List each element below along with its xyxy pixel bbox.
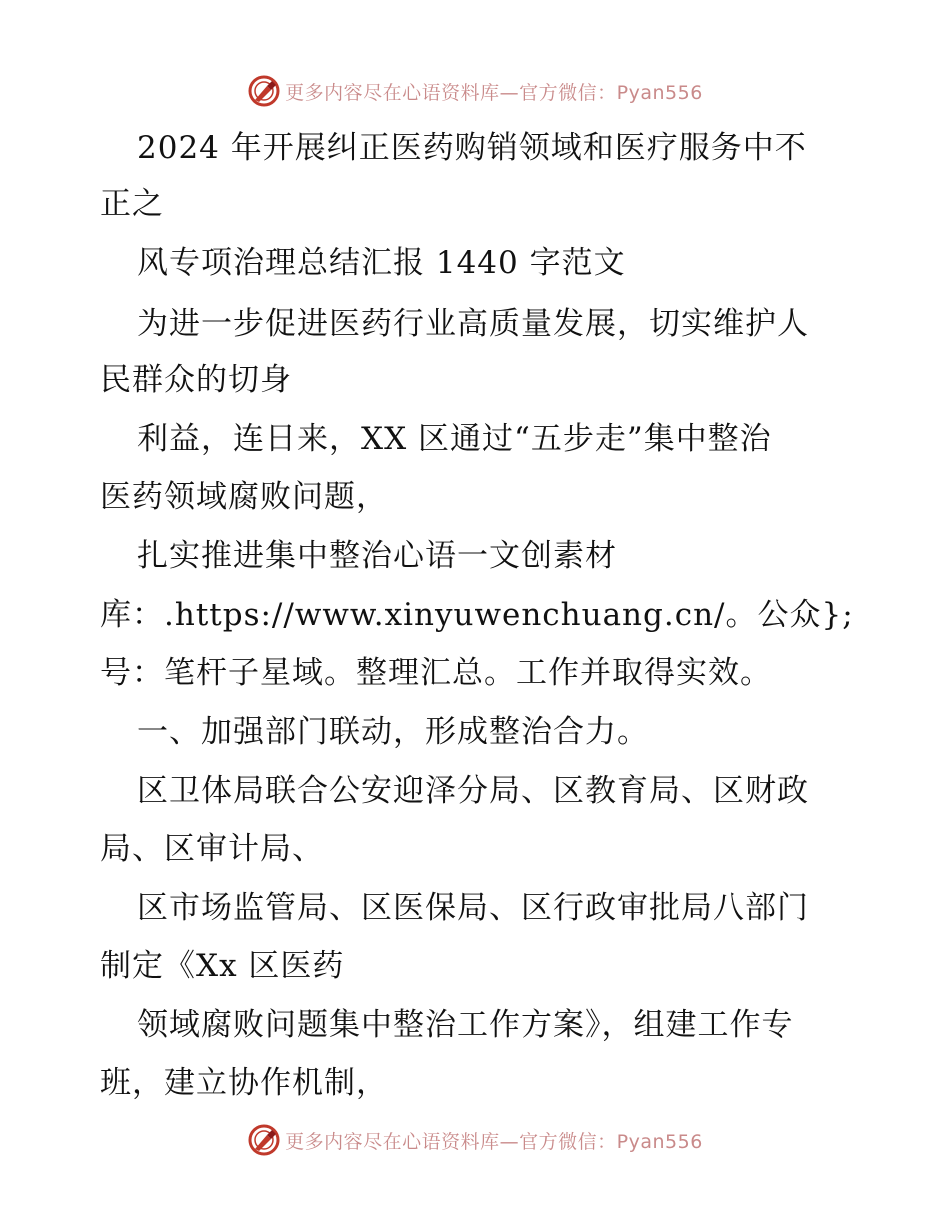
- text-line: 号：笔杆子星域。整理汇总。工作并取得实效。: [100, 655, 772, 691]
- watermark-main-text: 更多内容尽在心语资料库: [285, 1130, 500, 1153]
- watermark-main-text: 更多内容尽在心语资料库: [285, 81, 500, 104]
- watermark-wechat-id: 官方微信：Pyan556: [519, 81, 703, 104]
- watermark-text: [285, 1127, 703, 1154]
- text-line: 制定《Xx 区医药: [100, 948, 345, 984]
- text-line: 利益，连日来，XX 区通过“五步走”集中整治: [137, 421, 772, 457]
- text-line: 一、加强部门联动，形成整治合力。: [137, 714, 649, 750]
- text-line: 风专项治理总结汇报 1440 字范文: [137, 245, 626, 281]
- watermark-separator: —: [499, 1130, 520, 1153]
- watermark-separator: —: [499, 81, 520, 104]
- text-line: 为进一步促进医药行业高质量发展，切实维护人: [137, 306, 809, 342]
- text-line: 区卫体局联合公安迎泽分局、区教育局、区财政: [137, 773, 809, 809]
- text-line: 正之: [100, 186, 164, 222]
- text-line: 局、区审计局、: [100, 831, 324, 867]
- text-line: 领域腐败问题集中整治工作方案》，组建工作专: [137, 1007, 794, 1043]
- footer-watermark: [0, 1120, 950, 1160]
- text-line: 2024 年开展纠正医药购销领域和医疗服务中不: [137, 130, 807, 166]
- text-line: 医药领域腐败问题，: [100, 479, 388, 515]
- text-line: 库：.https://www.xinyuwenchuang.cn/。公众};: [100, 597, 854, 633]
- text-line: 区市场监管局、区医保局、区行政审批局八部门: [137, 890, 809, 926]
- text-line: 民群众的切身: [100, 362, 292, 398]
- watermark-wechat-id: 官方微信：Pyan556: [519, 1130, 703, 1153]
- text-line: 班，建立协作机制，: [100, 1065, 388, 1101]
- pen-nib-logo-icon: [247, 1123, 281, 1157]
- text-line: 扎实推进集中整治心语一文创素材: [137, 538, 617, 574]
